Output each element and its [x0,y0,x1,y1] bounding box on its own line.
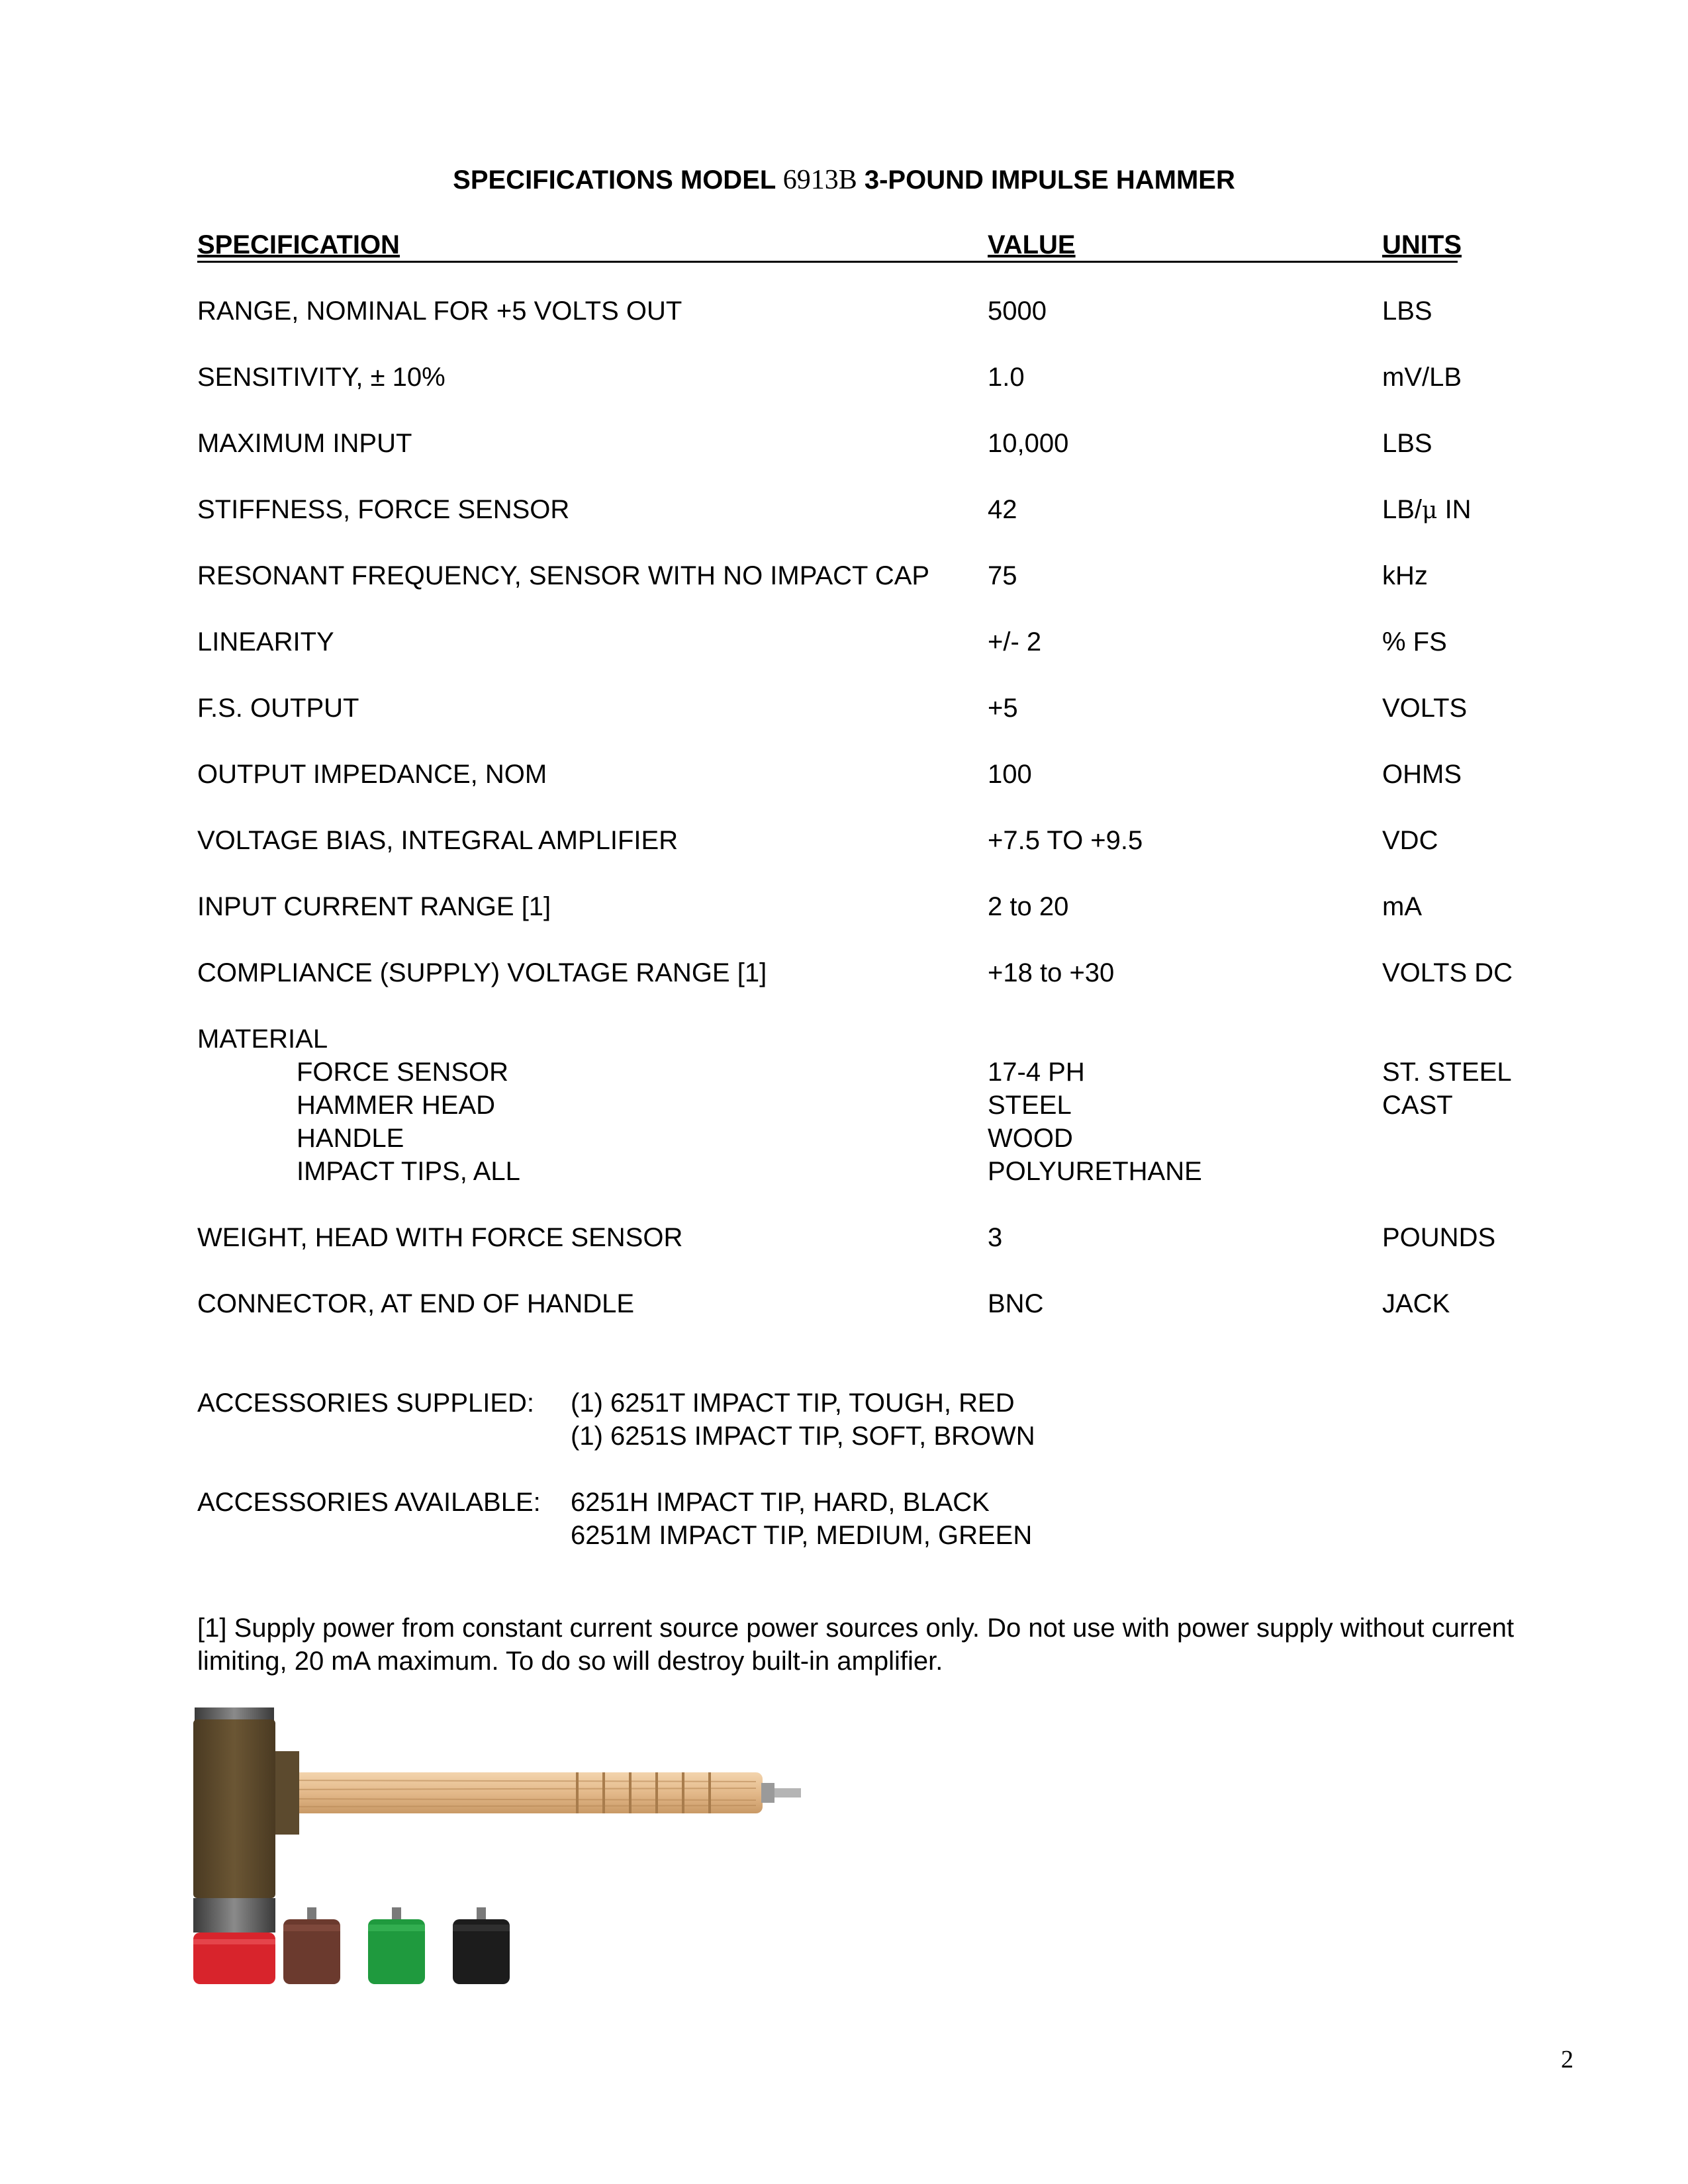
material-row [0,1157,1688,1190]
material-row [0,1091,1688,1124]
material-label: MATERIAL [197,1024,328,1054]
hammer-handle [273,1772,763,1813]
accessory-supplied-item: (1) 6251T IMPACT TIP, TOUGH, RED [571,1388,1015,1418]
spec-value: 100 [988,760,1032,789]
header-units: UNITS [1382,230,1462,259]
material-part: IMPACT TIPS, ALL [297,1157,520,1186]
table-row [0,296,1688,330]
material-part: HANDLE [297,1124,404,1153]
spec-name: INPUT CURRENT RANGE [1] [197,892,551,921]
header-divider [197,261,1458,263]
table-row [0,1289,1688,1322]
spec-value: 2 to 20 [988,892,1069,921]
material-value: POLYURETHANE [988,1157,1202,1186]
material-heading-row [0,1024,1688,1058]
table-row [0,561,1688,594]
spec-units: mA [1382,892,1422,921]
spec-name: COMPLIANCE (SUPPLY) VOLTAGE RANGE [1] [197,958,767,987]
accessory-available-item: 6251M IMPACT TIP, MEDIUM, GREEN [571,1521,1033,1550]
impact-tip-red [193,1933,275,1984]
spec-name: VOLTAGE BIAS, INTEGRAL AMPLIFIER [197,826,679,855]
spec-units: % FS [1382,627,1447,657]
accessories-available-label: ACCESSORIES AVAILABLE: [197,1488,541,1517]
material-part: HAMMER HEAD [297,1091,496,1120]
spec-name: CONNECTOR, AT END OF HANDLE [197,1289,635,1318]
table-row [0,627,1688,660]
table-row [0,429,1688,462]
spec-name: MAXIMUM INPUT [197,429,412,458]
table-row [0,495,1688,528]
page-number: 2 [1561,2046,1573,2073]
table-row [0,363,1688,396]
footnote: [1] Supply power from constant current source power sources only. Do not use with power supply without current limiting, 20 mA maximum. To do so will destroy built-in amplifier. [197,1614,1515,1676]
material-row [0,1124,1688,1157]
impact-tip-black [453,1907,510,1984]
spec-name: WEIGHT, HEAD WITH FORCE SENSOR [197,1223,683,1252]
spec-value: 75 [988,561,1017,590]
material-units: ST. STEEL [1382,1058,1512,1087]
hammer-photo [193,1707,809,1985]
spec-name: F.S. OUTPUT [197,694,359,723]
accessories-supplied-label: ACCESSORIES SUPPLIED: [197,1388,535,1418]
accessory-supplied-item: (1) 6251S IMPACT TIP, SOFT, BROWN [571,1422,1035,1451]
material-row [0,1058,1688,1091]
spec-units: LBS [1382,429,1432,458]
material-value: 17-4 PH [988,1058,1085,1087]
spec-value: 1.0 [988,363,1025,392]
material-value: WOOD [988,1124,1073,1153]
table-row [0,760,1688,793]
spec-value: BNC [988,1289,1044,1318]
spec-name: SENSITIVITY, ± 10% [197,363,445,392]
spec-value: +18 to +30 [988,958,1115,987]
spec-units: POUNDS [1382,1223,1496,1252]
units-suffix: IN [1437,495,1472,524]
spec-value: +5 [988,694,1018,723]
hammer-head [193,1707,299,1933]
spec-name: OUTPUT IMPEDANCE, NOM [197,760,547,789]
header-value: VALUE [988,230,1076,259]
spec-units: LBS [1382,296,1432,326]
material-units: CAST [1382,1091,1453,1120]
table-row [0,826,1688,859]
title-model: 6913B [782,165,857,195]
spec-value: 42 [988,495,1017,524]
spec-units: VOLTS DC [1382,958,1513,987]
material-part: FORCE SENSOR [297,1058,509,1087]
impact-tip-brown [283,1907,340,1984]
spec-units: JACK [1382,1289,1450,1318]
bnc-connector [761,1783,801,1803]
spec-units: kHz [1382,561,1428,590]
units-prefix: LB/ [1382,495,1423,524]
spec-units: OHMS [1382,760,1462,789]
spec-units [1382,495,1472,525]
spec-name: LINEARITY [197,627,334,657]
spec-name: STIFFNESS, FORCE SENSOR [197,495,570,524]
spec-value: 5000 [988,296,1047,326]
spec-units: mV/LB [1382,363,1462,392]
spec-units: VDC [1382,826,1438,855]
spec-value: 10,000 [988,429,1069,458]
micro-symbol: μ [1422,497,1438,524]
table-row [0,694,1688,727]
spec-value: 3 [988,1223,1003,1252]
title-suffix: 3-POUND IMPULSE HAMMER [857,165,1235,195]
document-title [0,164,1688,196]
table-row [0,1223,1688,1256]
title-prefix: SPECIFICATIONS MODEL [453,165,783,195]
material-value: STEEL [988,1091,1072,1120]
spec-value: +/- 2 [988,627,1042,657]
header-specification: SPECIFICATION [197,230,400,259]
spec-units: VOLTS [1382,694,1468,723]
spec-value: +7.5 TO +9.5 [988,826,1143,855]
impact-tip-green [368,1907,425,1984]
spec-name: RESONANT FREQUENCY, SENSOR WITH NO IMPACT CAP [197,561,930,590]
table-row [0,892,1688,925]
spec-name: RANGE, NOMINAL FOR +5 VOLTS OUT [197,296,682,326]
table-row [0,958,1688,991]
accessory-available-item: 6251H IMPACT TIP, HARD, BLACK [571,1488,990,1517]
